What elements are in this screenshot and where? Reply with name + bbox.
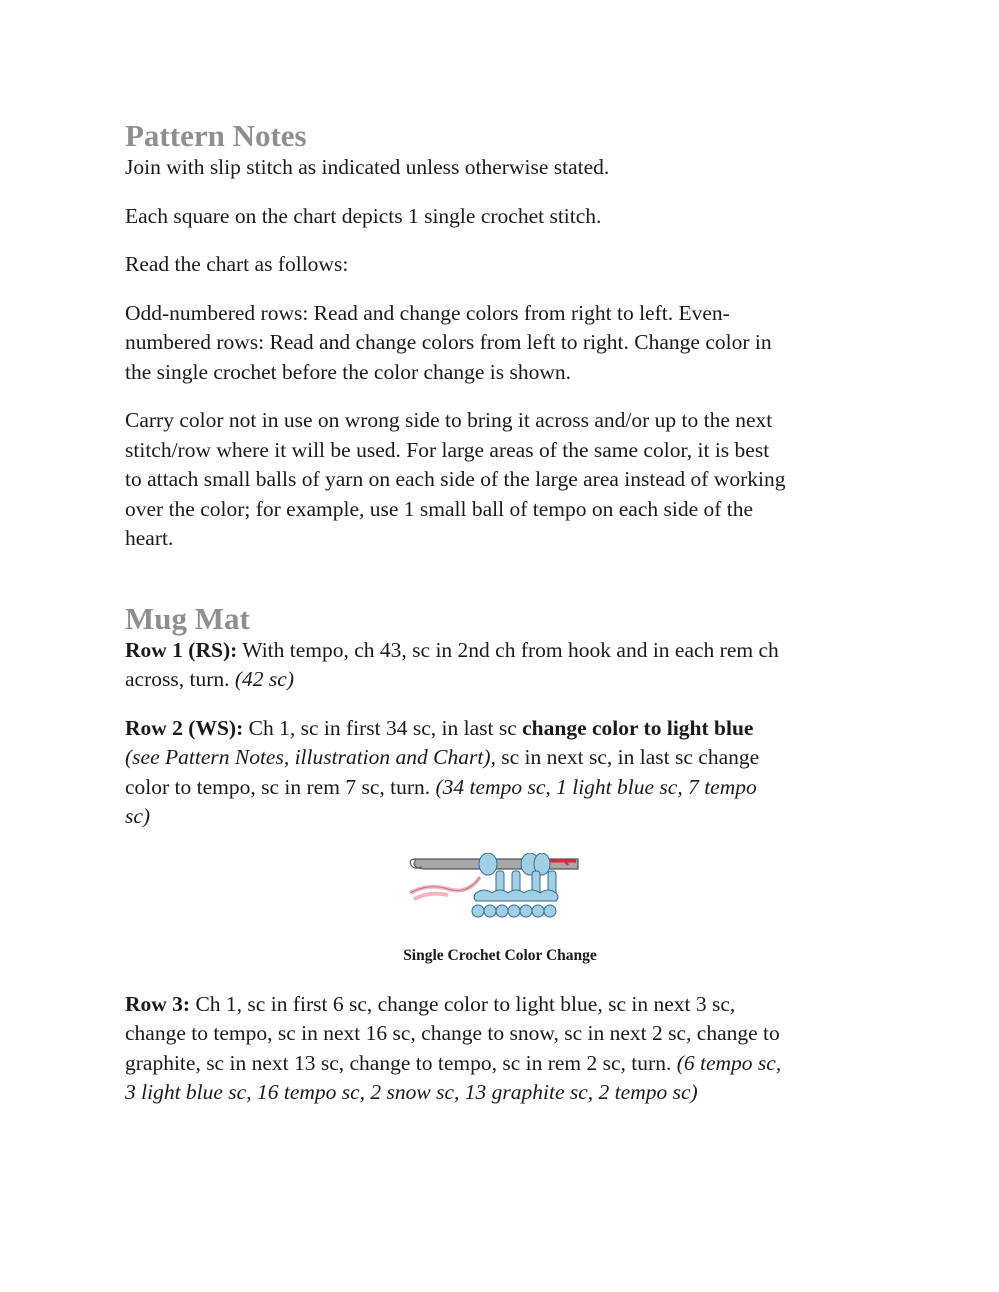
row-3-instruction: Row 3: Ch 1, sc in first 6 sc, change color to light blue, sc in next 3 sc, change to tempo, sc in next 16 sc, change to snow, sc in next 2 sc, change to graphite, sc in next 13 sc, change to tempo, sc in rem 2 sc, turn. (6 tempo sc, 3 light blue sc, 16 tempo sc, 2 snow sc, 13 graphite sc, 2 tempo sc)	[125, 991, 782, 1104]
figure-caption: Single Crochet Color Change	[403, 946, 597, 964]
document-page	[125, 118, 875, 1108]
blue-stitches	[472, 871, 558, 917]
section-heading-pattern-notes: Pattern Notes	[125, 118, 307, 153]
color-change-illustration	[125, 853, 875, 930]
note-paragraph: Read the chart as follows:	[125, 252, 349, 276]
row-1-instruction: Row 1 (RS): With tempo, ch 43, sc in 2nd ch from hook and in each rem ch across, turn. (42 sc)	[125, 637, 779, 691]
note-paragraph: Odd-numbered rows: Read and change colors from right to left. Even- numbered rows: Read and change colors from left to right. Change color in the single crochet before the color change is shown.	[125, 300, 772, 384]
note-paragraph: Each square on the chart depicts 1 single crochet stitch.	[125, 203, 602, 228]
pink-yarn	[410, 877, 480, 893]
crochet-hook-illustration	[408, 853, 588, 925]
row-2-instruction: Row 2 (WS): Ch 1, sc in first 34 sc, in last sc change color to light blue (see Pattern Notes, illustration and Chart), sc in next sc, in last sc change color to tempo, sc in rem 7 sc, turn. (34 tempo sc, 1 light blue sc, 7 tempo sc)	[125, 715, 760, 828]
note-paragraph: Carry color not in use on wrong side to bring it across and/or up to the next stitch/row where it will be used. For large areas of the same color, it is best to attach small balls of yarn on each side of the large area instead of working over the color; for example, use 1 small ball of tempo on each side of the heart.	[125, 408, 786, 550]
section-heading-mug-mat: Mug Mat	[125, 600, 250, 636]
pink-yarn-tail	[414, 893, 448, 898]
note-paragraph: Join with slip stitch as indicated unless otherwise stated.	[125, 155, 610, 179]
